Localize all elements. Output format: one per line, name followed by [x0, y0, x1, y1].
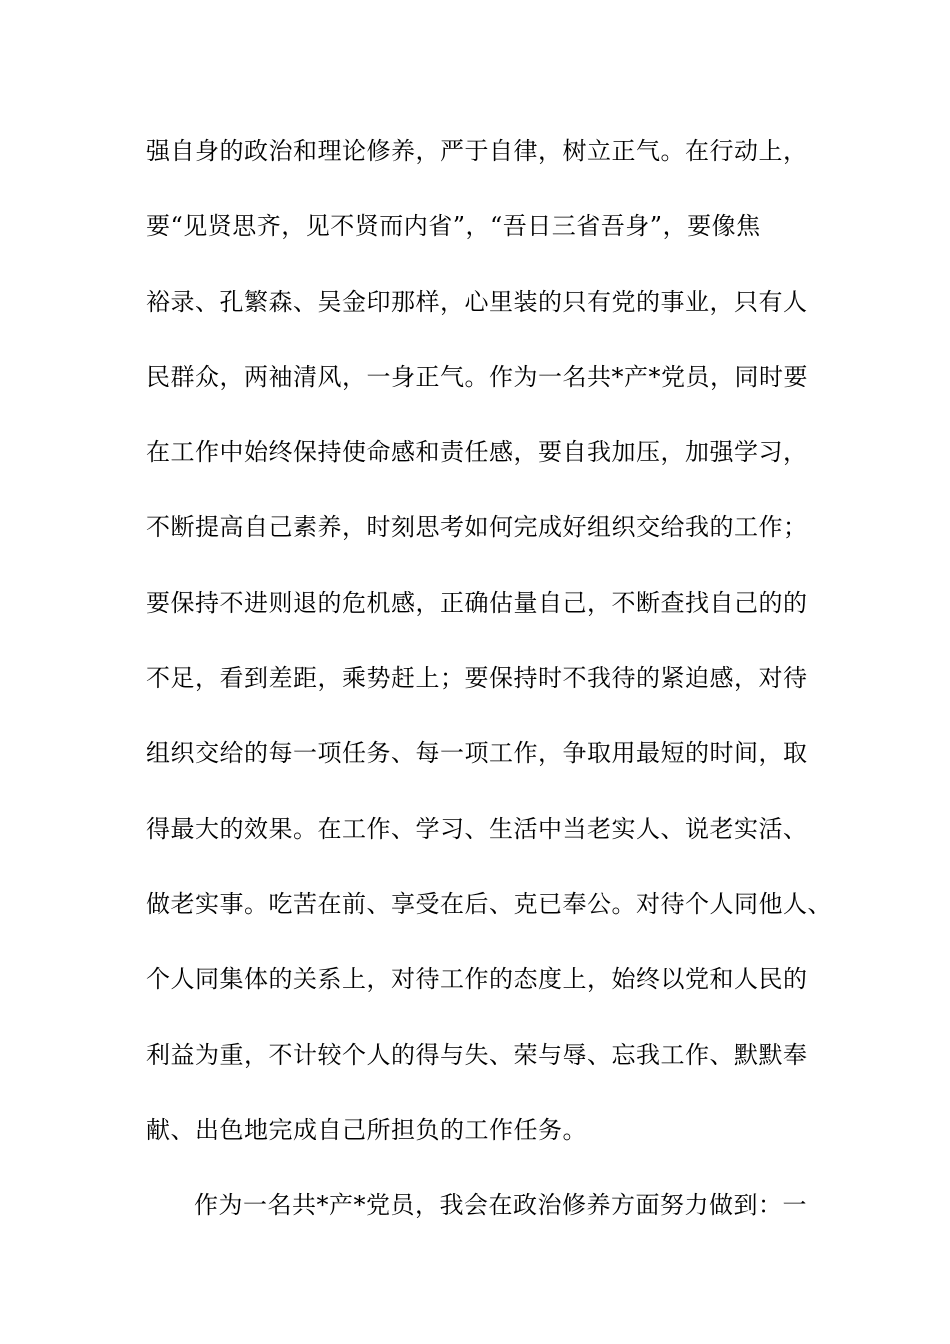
text-line: 要“见贤思齐，见不贤而内省”，“吾日三省吾身”，要像焦: [146, 212, 761, 241]
text-line: 要保持不进则退的危机感，正确估量自己，不断查找自己的的: [146, 588, 808, 617]
text-line: 不断提高自己素养，时刻思考如何完成好组织交给我的工作；: [146, 513, 808, 542]
text-line: 在工作中始终保持使命感和责任感，要自我加压，加强学习，: [146, 438, 808, 467]
paragraph-start-line: 作为一名共*产*党员，我会在政治修养方面努力做到：一: [194, 1191, 807, 1220]
text-line: 组织交给的每一项任务、每一项工作，争取用最短的时间，取: [146, 739, 808, 768]
text-line: 裕录、孔繁森、吴金印那样，心里装的只有党的事业，只有人: [146, 287, 808, 316]
text-line: 民群众，两袖清风，一身正气。作为一名共*产*党员，同时要: [146, 362, 808, 391]
body-text: [146, 131, 832, 1260]
text-line: 不足，看到差距，乘势赶上；要保持时不我待的紧迫感，对待: [146, 664, 808, 693]
text-line: 做老实事。吃苦在前、享受在后、克已奉公。对待个人同他人、: [146, 889, 832, 918]
text-line: 强自身的政治和理论修养，严于自律，树立正气。在行动上，: [146, 137, 808, 165]
text-line: 得最大的效果。在工作、学习、生活中当老实人、说老实活、: [146, 814, 808, 843]
text-line: 个人同集体的关系上，对待工作的态度上，始终以党和人民的: [146, 965, 808, 994]
text-line: 利益为重，不计较个人的得与失、荣与辱、忘我工作、默默奉: [146, 1040, 808, 1069]
text-line: 献、出色地完成自己所担负的工作任务。: [146, 1115, 587, 1144]
